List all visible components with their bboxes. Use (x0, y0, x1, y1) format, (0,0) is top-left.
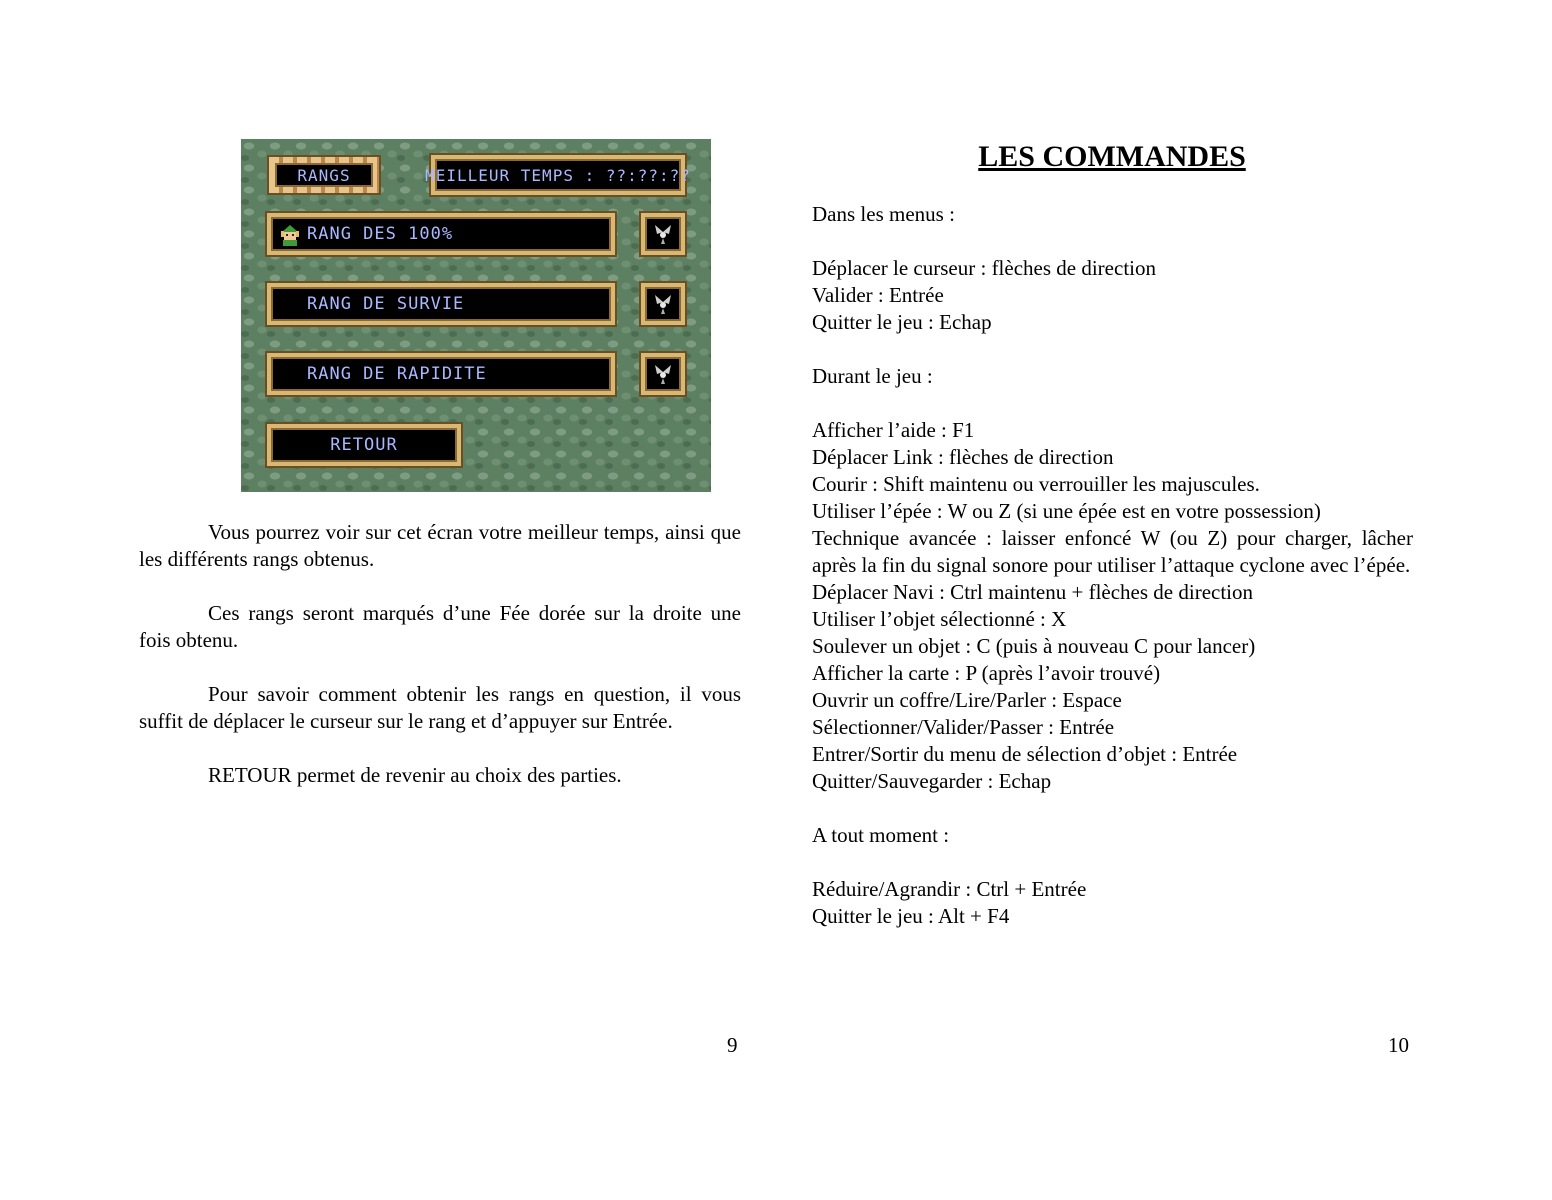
rank-100-button[interactable] (267, 213, 615, 255)
command-line: Soulever un objet : C (puis à nouveau C pour lancer) (812, 634, 1256, 658)
command-line: Courir : Shift maintenu ou verrouiller les majuscules. (812, 472, 1260, 496)
paragraph: Ces rangs seront marqués d’une Fée dorée sur la droite une fois obtenu. (139, 601, 741, 652)
command-line: Quitter le jeu : Echap (812, 310, 992, 334)
link-cursor-icon (279, 224, 301, 248)
command-line: Utiliser l’épée : W ou Z (si une épée est en votre possession) (812, 499, 1321, 523)
left-body-text (139, 519, 741, 816)
command-line: Réduire/Agrandir : Ctrl + Entrée (812, 877, 1087, 901)
command-line: Quitter/Sauvegarder : Echap (812, 769, 1052, 793)
command-line: Déplacer Link : flèches de direction (812, 445, 1114, 469)
fairy-icon (653, 222, 673, 246)
rank-label: RANG DE SURVIE (307, 294, 465, 314)
command-line: Afficher l’aide : F1 (812, 418, 975, 442)
paragraph: Pour savoir comment obtenir les rangs en question, il vous suffit de déplacer le curseur sur le rang et d’appuyer sur Entrée. (139, 682, 741, 733)
command-line: Utiliser l’objet sélectionné : X (812, 607, 1067, 631)
command-line: Déplacer Navi : Ctrl maintenu + flèches de direction (812, 580, 1254, 604)
command-line: Ouvrir un coffre/Lire/Parler : Espace (812, 688, 1122, 712)
command-paragraph: Technique avancée : laisser enfoncé W (ou Z) pour charger, lâcher après la fin du signal sonore pour utiliser l’attaque cyclone avec l’épée. (812, 526, 1413, 577)
rank-survival-button[interactable] (267, 283, 615, 325)
back-button[interactable] (267, 424, 461, 466)
game-screenshot (241, 139, 711, 492)
paragraph: Vous pourrez voir sur cet écran votre meilleur temps, ainsi que les différents rangs obtenus. (139, 520, 741, 571)
command-line: Entrer/Sortir du menu de sélection d’objet : Entrée (812, 742, 1238, 766)
fairy-slot (641, 353, 685, 395)
section-title: A tout moment : (812, 823, 950, 847)
page-number: 10 (1388, 1033, 1409, 1057)
fairy-slot (641, 283, 685, 325)
commands-list (812, 201, 1413, 930)
command-line: Déplacer le curseur : flèches de direction (812, 256, 1156, 280)
back-label: RETOUR (330, 435, 398, 455)
best-time: MEILLEUR TEMPS : ??:??:?? (425, 165, 691, 185)
rank-label: RANG DE RAPIDITE (307, 364, 487, 384)
ranks-title-panel (269, 157, 379, 193)
fairy-slot (641, 213, 685, 255)
fairy-icon (653, 362, 673, 386)
section-title: Dans les menus : (812, 202, 955, 226)
best-time-panel (425, 155, 691, 195)
page-number: 9 (727, 1033, 738, 1057)
command-line: Valider : Entrée (812, 283, 944, 307)
command-line: Afficher la carte : P (après l’avoir trouvé) (812, 661, 1161, 685)
command-line: Quitter le jeu : Alt + F4 (812, 904, 1010, 928)
rank-label: RANG DES 100% (307, 224, 454, 244)
paragraph: RETOUR permet de revenir au choix des parties. (208, 763, 622, 787)
rank-speed-button[interactable] (267, 353, 615, 395)
command-line: Sélectionner/Valider/Passer : Entrée (812, 715, 1115, 739)
section-title: Durant le jeu : (812, 364, 933, 388)
right-page (776, 0, 1552, 1200)
page-heading: LES COMMANDES (978, 140, 1246, 173)
fairy-icon (653, 292, 673, 316)
ranks-title: RANGS (297, 165, 351, 185)
